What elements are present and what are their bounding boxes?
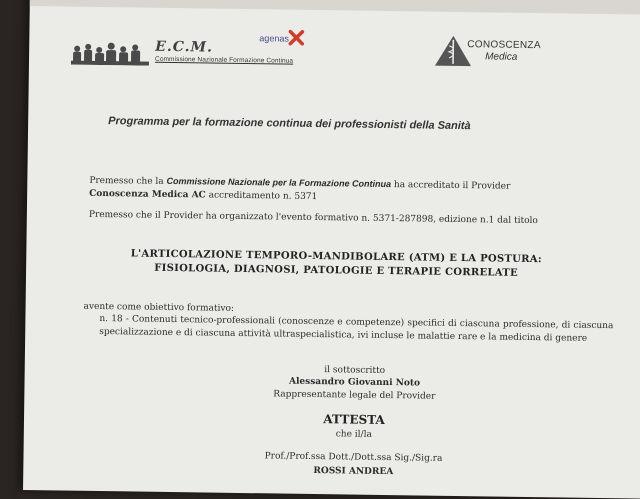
premise-text-a: Premesso che la bbox=[89, 176, 166, 187]
commission-name: Commissione Nazionale per la Formazione Continua bbox=[166, 176, 391, 189]
certificate-page bbox=[23, 0, 640, 499]
page-top-edge bbox=[30, 0, 640, 15]
signer-role: Rappresentante legale del Provider bbox=[214, 388, 494, 405]
signer-name: Alessandro Giovanni Noto bbox=[224, 375, 484, 392]
ecm-title: E.C.M. bbox=[155, 39, 213, 56]
agenas-x-icon bbox=[288, 30, 304, 46]
recipient-name: ROSSI ANDREA bbox=[263, 464, 443, 480]
signed-label: il sottoscritto bbox=[265, 363, 445, 379]
provider-logo-name: CONOSCENZA bbox=[467, 39, 541, 51]
event-title-line-1: L'ARTICOLAZIONE TEMPORO-MANDIBOLARE (ATM) E LA POSTURA: bbox=[86, 247, 586, 268]
recipient-titles: Prof./Prof.ssa Dott./Dott.ssa Sig./Sig.ra bbox=[193, 449, 513, 466]
objective-text: n. 18 - Contenuti tecnico-professionali (conoscenze e competenze) specifici di ciascuna professione, di ciascuna specializzazione e di ciascuna attività ultraspecialistica, ivi incluse le malattie rare e la medicina di genere bbox=[99, 313, 613, 346]
provider-logo-sub: Medica bbox=[485, 51, 517, 62]
objective-label: avente come obiettivo formativo: bbox=[83, 301, 383, 318]
event-title bbox=[86, 247, 586, 282]
provider-name: Conoscenza Medica AC bbox=[89, 189, 206, 201]
agenas-logo-text: agenas bbox=[259, 33, 289, 43]
premise-text-b: ha accreditato il Provider bbox=[391, 180, 510, 192]
premise-paragraph-1 bbox=[89, 174, 609, 208]
attesta-heading: ATTESTA bbox=[284, 412, 424, 428]
che-label: che il/la bbox=[284, 428, 424, 443]
accreditation-number: accreditamento n. 5371 bbox=[206, 190, 318, 202]
event-title-line-2: FISIOLOGIA, DIAGNOSI, PATOLOGIE E TERAPIE CORRELATE bbox=[86, 261, 586, 282]
ecm-figures-logo-icon bbox=[71, 41, 149, 66]
program-title: Programma per la formazione continua dei professionisti della Sanità bbox=[108, 115, 608, 134]
ecm-subtitle: Commissione Nazionale Formazione Continua bbox=[155, 56, 293, 65]
premise-paragraph-2: Premesso che il Provider ha organizzato l'evento formativo n. 5371-287898, edizione n.1 dal titolo bbox=[89, 209, 619, 229]
